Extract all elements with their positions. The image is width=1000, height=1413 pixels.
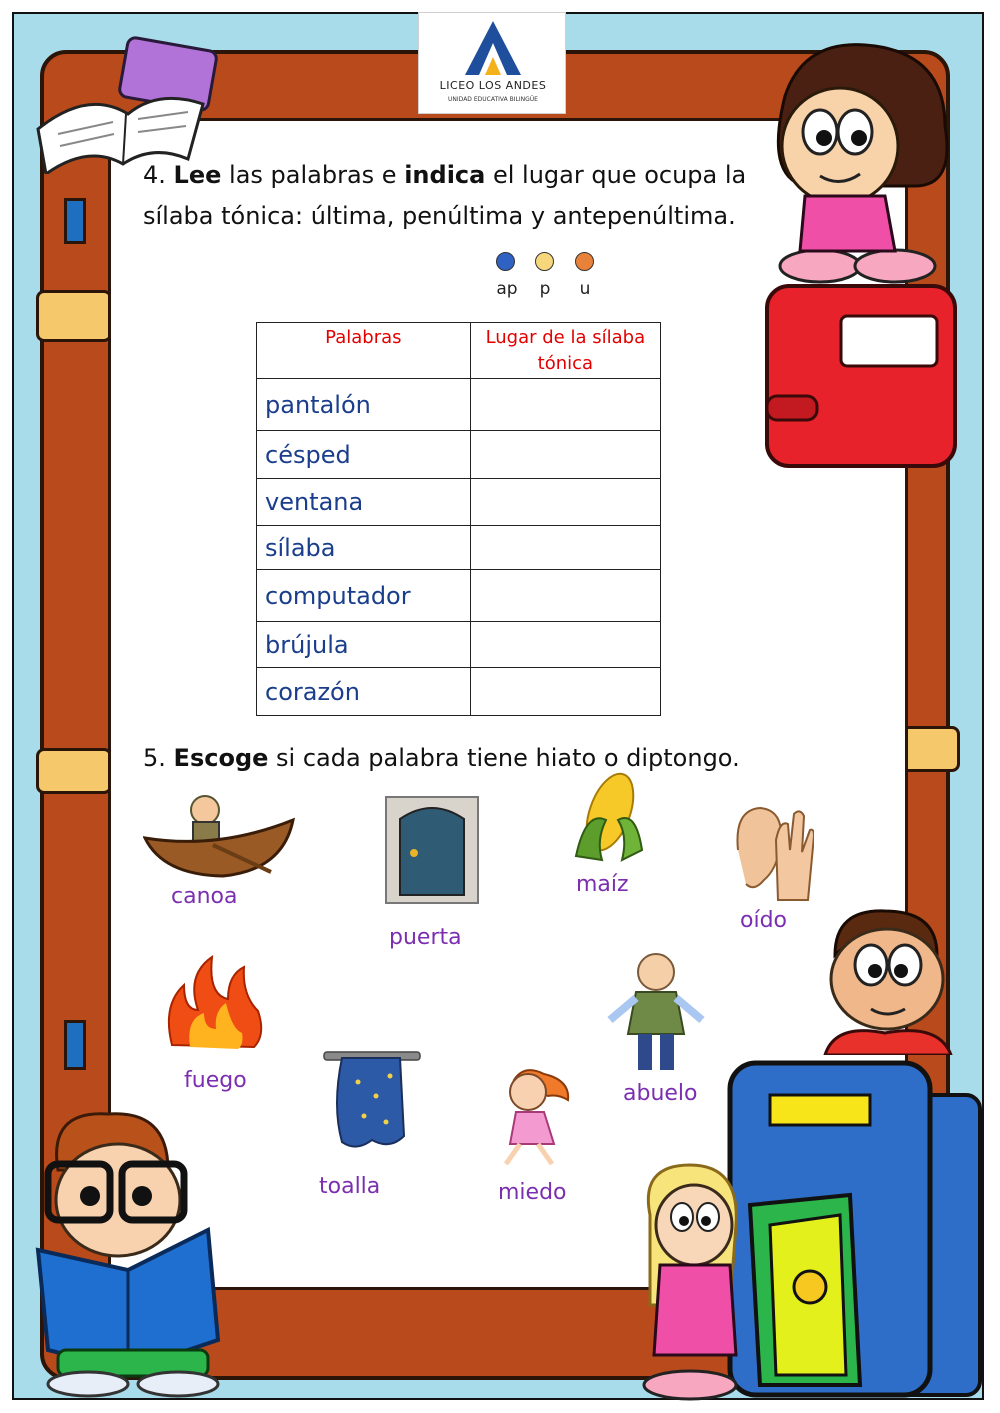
boy-reading-illustration	[18, 1100, 238, 1400]
word-cell: césped	[257, 431, 471, 479]
word-maiz[interactable]: maíz	[576, 872, 629, 897]
legend-label-u: u	[579, 279, 591, 299]
towel-icon	[320, 1046, 424, 1152]
book-stack-icon	[28, 34, 218, 174]
word-cell: computador	[257, 570, 471, 622]
word-puerta[interactable]: puerta	[389, 925, 462, 950]
table-row	[257, 379, 661, 431]
question-4-line-1: 4. Lee las palabras e indica el lugar que ocupa la	[143, 161, 747, 189]
word-cell: brújula	[257, 622, 471, 668]
girl-on-book-illustration	[745, 36, 960, 476]
book-strap	[64, 198, 86, 244]
word-toalla[interactable]: toalla	[319, 1174, 381, 1199]
word-abuelo[interactable]: abuelo	[623, 1081, 698, 1106]
logo-mountain-icon	[463, 17, 523, 77]
boy-leaning-illustration	[815, 905, 955, 1055]
legend-dot-u[interactable]	[575, 252, 594, 271]
book-tab	[36, 290, 112, 342]
word-cell: pantalón	[257, 379, 471, 431]
legend-dot-p[interactable]	[535, 252, 554, 271]
answer-drop-cell[interactable]	[470, 379, 660, 431]
question-4-line-2: sílaba tónica: última, penúltima y antepenúltima.	[143, 202, 736, 230]
table-row	[257, 526, 661, 570]
table-row	[257, 479, 661, 526]
table-row	[257, 431, 661, 479]
word-cell: corazón	[257, 668, 471, 716]
table-row	[257, 570, 661, 622]
syllable-table	[256, 322, 661, 716]
word-canoa[interactable]: canoa	[171, 884, 238, 909]
door-icon	[380, 795, 484, 907]
school-logo	[418, 12, 566, 114]
answer-drop-cell[interactable]	[470, 622, 660, 668]
logo-name: LICEO LOS ANDES	[439, 79, 547, 92]
canoe-icon	[143, 790, 295, 880]
book-tab	[36, 748, 112, 794]
logo-subtitle: UNIDAD EDUCATIVA BILINGÜE	[448, 96, 538, 103]
word-cell: ventana	[257, 479, 471, 526]
fire-icon	[162, 955, 266, 1051]
book-strap	[64, 1020, 86, 1070]
ear-icon	[730, 800, 814, 902]
legend-dot-ap[interactable]	[496, 252, 515, 271]
answer-drop-cell[interactable]	[470, 431, 660, 479]
table-row	[257, 622, 661, 668]
blue-book-girl-illustration	[620, 1055, 990, 1403]
corn-icon	[556, 770, 660, 862]
word-fuego[interactable]: fuego	[184, 1068, 247, 1093]
scared-girl-icon	[474, 1060, 578, 1172]
question-5: 5. Escoge si cada palabra tiene hiato o diptongo.	[143, 744, 740, 772]
table-row	[257, 668, 661, 716]
legend-label-p: p	[539, 279, 551, 299]
book-tab	[900, 726, 960, 772]
answer-drop-cell[interactable]	[470, 526, 660, 570]
answer-drop-cell[interactable]	[470, 479, 660, 526]
table-header-row	[257, 323, 661, 379]
word-cell: sílaba	[257, 526, 471, 570]
word-miedo[interactable]: miedo	[498, 1180, 567, 1205]
answer-drop-cell[interactable]	[470, 570, 660, 622]
answer-drop-cell[interactable]	[470, 668, 660, 716]
header-palabras: Palabras	[257, 323, 471, 379]
legend-label-ap: ap	[496, 279, 518, 299]
word-oido[interactable]: oído	[740, 908, 787, 933]
header-lugar: Lugar de la sílaba tónica	[470, 323, 660, 379]
